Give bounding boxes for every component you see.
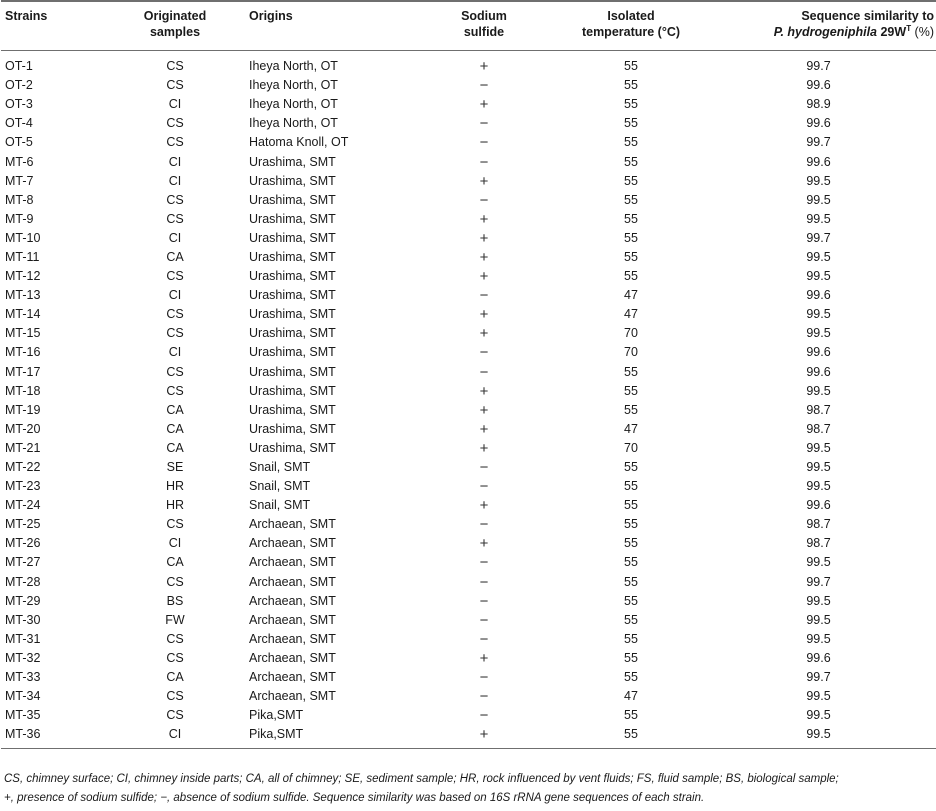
table-row (1, 286, 936, 305)
similarity-cell: 99.5 (806, 249, 831, 264)
origin-cell: Archaean, SMT (249, 689, 336, 704)
strain-cell: MT-20 (5, 421, 41, 436)
table-row (1, 515, 936, 534)
header-samples-line1: Originated (143, 9, 207, 23)
similarity-cell: 99.6 (806, 650, 831, 665)
similarity-cell: 99.5 (806, 460, 831, 475)
sample-cell: HR (165, 498, 185, 513)
table-row (1, 553, 936, 572)
temperature-cell: 55 (624, 364, 638, 379)
sulfide-cell: − (479, 592, 489, 610)
temperature-cell: 70 (624, 345, 638, 360)
table-row (1, 133, 936, 152)
similarity-cell: 99.6 (806, 345, 831, 360)
sample-cell: CS (166, 574, 184, 589)
sample-cell: CI (168, 345, 182, 360)
strain-cell: MT-17 (5, 364, 41, 379)
sample-cell: CS (166, 383, 184, 398)
temperature-cell: 55 (624, 116, 638, 131)
header-samples-line2: samples (149, 25, 201, 39)
sulfide-cell: + (479, 172, 489, 190)
sulfide-cell: + (479, 439, 489, 457)
sample-cell: CS (166, 135, 184, 150)
sample-cell: SE (166, 460, 184, 475)
similarity-cell: 98.9 (806, 97, 831, 112)
origin-cell: Urashima, SMT (249, 402, 336, 417)
sample-cell: CS (166, 192, 184, 207)
origin-cell: Iheya North, OT (249, 78, 338, 93)
similarity-cell: 99.6 (806, 154, 831, 169)
origin-cell: Urashima, SMT (249, 326, 336, 341)
table-row (1, 611, 936, 630)
sample-cell: CS (166, 211, 184, 226)
table-row (1, 592, 936, 611)
origin-cell: Snail, SMT (249, 460, 311, 475)
temperature-cell: 55 (624, 612, 638, 627)
table-row (1, 267, 936, 286)
strain-cell: MT-32 (5, 650, 41, 665)
temperature-cell: 55 (624, 249, 638, 264)
temperature-cell: 70 (624, 440, 638, 455)
temperature-cell: 55 (624, 479, 638, 494)
sample-cell: CA (166, 555, 184, 570)
header-sim-species: P. hydrogeniphila (773, 25, 877, 39)
sulfide-cell: − (479, 115, 489, 133)
sulfide-cell: − (479, 287, 489, 305)
similarity-cell: 98.7 (806, 402, 831, 417)
footnote-line-1: CS, chimney surface; CI, chimney inside parts; CA, all of chimney; SE, sediment sample; HR, rock influenced by vent fluids; FS, fluid sample; BS, biological sample; (4, 773, 839, 785)
header-sim-unit: (%) (911, 25, 934, 39)
sample-cell: CA (166, 402, 184, 417)
sulfide-cell: + (479, 382, 489, 400)
temperature-cell: 55 (624, 555, 638, 570)
table-row (1, 477, 936, 496)
origin-cell: Archaean, SMT (249, 631, 336, 646)
sample-cell: CA (166, 249, 184, 264)
strain-cell: MT-28 (5, 574, 41, 589)
temperature-cell: 55 (624, 670, 638, 685)
similarity-cell: 99.7 (806, 230, 831, 245)
header-originated-samples (105, 1, 245, 51)
sulfide-cell: + (479, 535, 489, 553)
table-row (1, 649, 936, 668)
origin-cell: Archaean, SMT (249, 650, 336, 665)
sample-cell: CS (166, 517, 184, 532)
table-row (1, 248, 936, 267)
strain-cell: MT-14 (5, 307, 41, 322)
table-row (1, 401, 936, 420)
table-row (1, 725, 936, 749)
table-row (1, 152, 936, 171)
strain-cell: MT-16 (5, 345, 41, 360)
temperature-cell: 55 (624, 269, 638, 284)
similarity-cell: 99.5 (806, 383, 831, 398)
header-isolated-temperature (561, 1, 701, 51)
origin-cell: Pika,SMT (249, 708, 304, 723)
table-body (1, 51, 936, 749)
table-row (1, 210, 936, 229)
similarity-cell: 99.6 (806, 78, 831, 93)
temperature-cell: 70 (624, 326, 638, 341)
strain-cell: MT-25 (5, 517, 41, 532)
strain-cell: MT-15 (5, 326, 41, 341)
sulfide-cell: + (479, 420, 489, 438)
origin-cell: Urashima, SMT (249, 307, 336, 322)
table-row (1, 114, 936, 133)
origin-cell: Snail, SMT (249, 479, 311, 494)
table-row (1, 51, 936, 77)
strain-cell: MT-13 (5, 288, 41, 303)
similarity-cell: 98.7 (806, 421, 831, 436)
sample-cell: CS (166, 689, 184, 704)
similarity-cell: 99.6 (806, 288, 831, 303)
similarity-cell: 99.5 (806, 689, 831, 704)
sulfide-cell: − (479, 669, 489, 687)
strain-cell: OT-3 (5, 97, 33, 112)
table-row (1, 496, 936, 515)
similarity-cell: 99.5 (806, 479, 831, 494)
strain-cell: MT-9 (5, 211, 34, 226)
temperature-cell: 55 (624, 631, 638, 646)
origin-cell: Urashima, SMT (249, 383, 336, 398)
strain-cell: OT-2 (5, 78, 33, 93)
strain-cell: MT-29 (5, 593, 41, 608)
temperature-cell: 55 (624, 135, 638, 150)
sample-cell: CS (166, 269, 184, 284)
strain-cell: MT-35 (5, 708, 41, 723)
sample-cell: CI (168, 727, 182, 742)
table-row (1, 706, 936, 725)
strain-cell: MT-26 (5, 536, 41, 551)
sulfide-cell: − (479, 707, 489, 725)
temperature-cell: 55 (624, 383, 638, 398)
strain-cell: MT-22 (5, 460, 41, 475)
sulfide-cell: + (479, 726, 489, 744)
sulfide-cell: + (479, 248, 489, 266)
sample-cell: CA (166, 670, 184, 685)
table-row (1, 534, 936, 553)
similarity-cell: 99.5 (806, 555, 831, 570)
header-sodium-sulfide (407, 1, 561, 51)
sulfide-cell: − (479, 77, 489, 95)
strain-cell: MT-33 (5, 670, 41, 685)
sulfide-cell: + (479, 325, 489, 343)
origin-cell: Urashima, SMT (249, 288, 336, 303)
origin-cell: Archaean, SMT (249, 612, 336, 627)
strain-cell: MT-36 (5, 727, 41, 742)
temperature-cell: 55 (624, 460, 638, 475)
similarity-cell: 98.7 (806, 517, 831, 532)
similarity-cell: 99.6 (806, 498, 831, 513)
table-row (1, 172, 936, 191)
origin-cell: Urashima, SMT (249, 211, 336, 226)
strain-cell: MT-27 (5, 555, 41, 570)
temperature-cell: 55 (624, 650, 638, 665)
sulfide-cell: − (479, 459, 489, 477)
sulfide-cell: + (479, 268, 489, 286)
similarity-cell: 98.7 (806, 536, 831, 551)
temperature-cell: 55 (624, 708, 638, 723)
strain-cell: MT-23 (5, 479, 41, 494)
temperature-cell: 55 (624, 402, 638, 417)
origin-cell: Archaean, SMT (249, 536, 336, 551)
sulfide-cell: + (479, 58, 489, 76)
temperature-cell: 55 (624, 192, 638, 207)
sample-cell: CS (166, 650, 184, 665)
similarity-cell: 99.5 (806, 307, 831, 322)
strain-cell: MT-6 (5, 154, 34, 169)
table-row (1, 439, 936, 458)
strains-table (1, 0, 936, 749)
origin-cell: Archaean, SMT (249, 517, 336, 532)
sample-cell: CA (166, 421, 184, 436)
sulfide-cell: − (479, 573, 489, 591)
sulfide-cell: − (479, 363, 489, 381)
sample-cell: CI (168, 288, 182, 303)
sulfide-cell: − (479, 344, 489, 362)
sulfide-cell: − (479, 516, 489, 534)
header-sim-strain: 29W (877, 25, 907, 39)
origin-cell: Urashima, SMT (249, 249, 336, 264)
header-temp-line1: Isolated (607, 9, 655, 23)
sample-cell: CS (166, 78, 184, 93)
temperature-cell: 55 (624, 536, 638, 551)
origin-cell: Urashima, SMT (249, 345, 336, 360)
origin-cell: Archaean, SMT (249, 593, 336, 608)
sample-cell: CI (168, 536, 182, 551)
sample-cell: CS (166, 708, 184, 723)
similarity-cell: 99.5 (806, 269, 831, 284)
origin-cell: Snail, SMT (249, 498, 311, 513)
origin-cell: Iheya North, OT (249, 97, 338, 112)
similarity-cell: 99.5 (806, 211, 831, 226)
sulfide-cell: − (479, 630, 489, 648)
temperature-cell: 55 (624, 154, 638, 169)
temperature-cell: 47 (624, 288, 638, 303)
temperature-cell: 47 (624, 689, 638, 704)
strain-cell: MT-8 (5, 192, 34, 207)
temperature-cell: 55 (624, 574, 638, 589)
temperature-cell: 55 (624, 97, 638, 112)
strain-cell: MT-24 (5, 498, 41, 513)
sulfide-cell: − (479, 478, 489, 496)
origin-cell: Iheya North, OT (249, 116, 338, 131)
temperature-cell: 55 (624, 78, 638, 93)
origin-cell: Urashima, SMT (249, 440, 336, 455)
strain-cell: MT-30 (5, 612, 41, 627)
strain-cell: MT-21 (5, 440, 41, 455)
header-sequence-similarity (701, 1, 936, 51)
header-origins-label: Origins (249, 9, 293, 23)
similarity-cell: 99.6 (806, 364, 831, 379)
similarity-cell: 99.7 (806, 59, 831, 74)
strain-cell: OT-5 (5, 135, 33, 150)
similarity-cell: 99.5 (806, 326, 831, 341)
sulfide-cell: − (479, 191, 489, 209)
table-row (1, 229, 936, 248)
origin-cell: Archaean, SMT (249, 670, 336, 685)
temperature-cell: 47 (624, 421, 638, 436)
table-row (1, 573, 936, 592)
sulfide-cell: − (479, 611, 489, 629)
table-row (1, 191, 936, 210)
header-strains (1, 1, 105, 51)
header-temp-line2: temperature (°C) (581, 25, 681, 39)
strain-cell: MT-19 (5, 402, 41, 417)
sulfide-cell: + (479, 497, 489, 515)
table-row (1, 95, 936, 114)
sample-cell: CS (166, 307, 184, 322)
similarity-cell: 99.5 (806, 440, 831, 455)
similarity-cell: 99.5 (806, 727, 831, 742)
sulfide-cell: + (479, 229, 489, 247)
strain-cell: MT-7 (5, 173, 34, 188)
strain-cell: MT-34 (5, 689, 41, 704)
footnote-line-2: +, presence of sodium sulfide; −, absence of sodium sulfide. Sequence similarity was based on 16S rRNA gene sequences of each strain. (4, 792, 705, 804)
table-row (1, 382, 936, 401)
sample-cell: CS (166, 631, 184, 646)
similarity-cell: 99.5 (806, 708, 831, 723)
sulfide-cell: + (479, 210, 489, 228)
table-footnote (4, 770, 889, 808)
sample-cell: CS (166, 364, 184, 379)
origin-cell: Urashima, SMT (249, 173, 336, 188)
table-row (1, 668, 936, 687)
similarity-cell: 99.6 (806, 116, 831, 131)
table-row (1, 324, 936, 343)
strain-cell: MT-11 (5, 249, 40, 264)
strain-cell: OT-1 (5, 59, 33, 74)
header-sulfide-line2: sulfide (463, 25, 505, 39)
header-strains-label: Strains (5, 9, 48, 23)
table-row (1, 458, 936, 477)
sulfide-cell: − (479, 554, 489, 572)
table-row (1, 305, 936, 324)
sample-cell: CI (168, 230, 182, 245)
similarity-cell: 99.5 (806, 192, 831, 207)
origin-cell: Archaean, SMT (249, 574, 336, 589)
origin-cell: Pika,SMT (249, 727, 304, 742)
sulfide-cell: − (479, 153, 489, 171)
header-sim-line1: Sequence similarity to (801, 9, 934, 23)
origin-cell: Urashima, SMT (249, 192, 336, 207)
origin-cell: Urashima, SMT (249, 154, 336, 169)
sample-cell: CS (166, 59, 184, 74)
origin-cell: Urashima, SMT (249, 421, 336, 436)
sample-cell: CS (166, 326, 184, 341)
origin-cell: Iheya North, OT (249, 59, 338, 74)
temperature-cell: 55 (624, 498, 638, 513)
sulfide-cell: − (479, 688, 489, 706)
header-sim-superscript: T (906, 23, 912, 33)
sulfide-cell: − (479, 134, 489, 152)
table-row (1, 363, 936, 382)
sample-cell: CI (168, 97, 182, 112)
table-header (1, 1, 936, 51)
strain-cell: MT-12 (5, 269, 41, 284)
header-origins (245, 1, 407, 51)
similarity-cell: 99.5 (806, 593, 831, 608)
temperature-cell: 47 (624, 307, 638, 322)
temperature-cell: 55 (624, 593, 638, 608)
similarity-cell: 99.5 (806, 631, 831, 646)
sulfide-cell: + (479, 96, 489, 114)
temperature-cell: 55 (624, 517, 638, 532)
origin-cell: Urashima, SMT (249, 364, 336, 379)
origin-cell: Urashima, SMT (249, 269, 336, 284)
table-row (1, 420, 936, 439)
table-row (1, 76, 936, 95)
table-row (1, 687, 936, 706)
strain-cell: OT-4 (5, 116, 33, 131)
temperature-cell: 55 (624, 230, 638, 245)
origin-cell: Archaean, SMT (249, 555, 336, 570)
similarity-cell: 99.5 (806, 612, 831, 627)
sample-cell: CI (168, 154, 182, 169)
origin-cell: Hatoma Knoll, OT (249, 135, 349, 150)
similarity-cell: 99.5 (806, 173, 831, 188)
sample-cell: HR (165, 479, 185, 494)
strain-cell: MT-18 (5, 383, 41, 398)
similarity-cell: 99.7 (806, 574, 831, 589)
sample-cell: BS (166, 593, 184, 608)
sulfide-cell: + (479, 306, 489, 324)
sample-cell: CA (166, 440, 184, 455)
sample-cell: CS (166, 116, 184, 131)
sample-cell: CI (168, 173, 182, 188)
temperature-cell: 55 (624, 727, 638, 742)
table-row (1, 343, 936, 362)
strain-cell: MT-10 (5, 230, 41, 245)
similarity-cell: 99.7 (806, 135, 831, 150)
origin-cell: Urashima, SMT (249, 230, 336, 245)
strain-cell: MT-31 (5, 631, 41, 646)
sample-cell: FW (165, 612, 185, 627)
temperature-cell: 55 (624, 59, 638, 74)
temperature-cell: 55 (624, 173, 638, 188)
sulfide-cell: + (479, 401, 489, 419)
header-sulfide-line1: Sodium (461, 9, 507, 23)
sulfide-cell: + (479, 649, 489, 667)
temperature-cell: 55 (624, 211, 638, 226)
table-row (1, 630, 936, 649)
similarity-cell: 99.7 (806, 670, 831, 685)
